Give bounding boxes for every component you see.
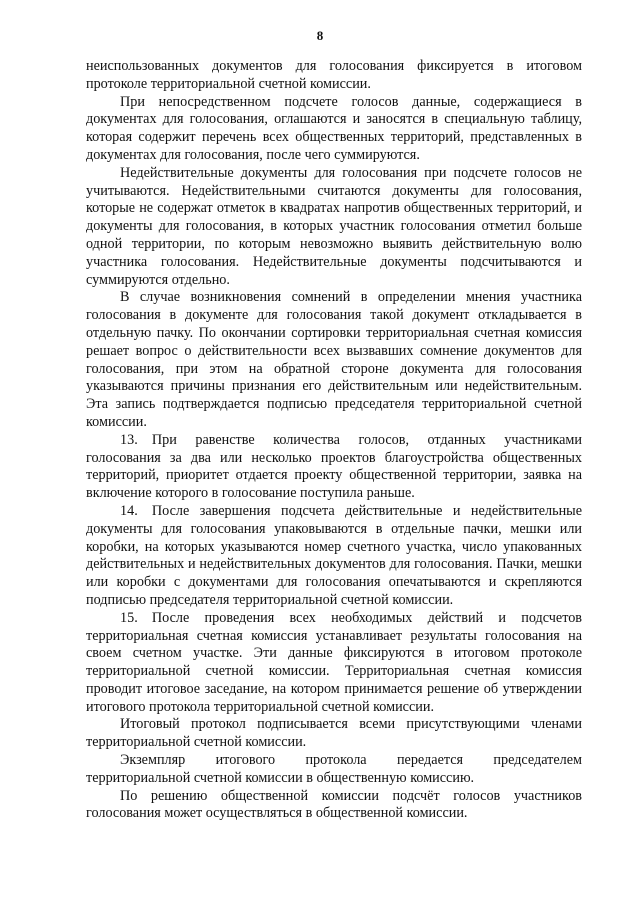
page-number: 8 bbox=[316, 28, 324, 43]
paragraph: По решению общественной комиссии подсчёт голосов участников голосования может осуществляться в общественной комиссии. bbox=[86, 787, 582, 822]
paragraph: Недействительные документы для голосования при подсчете голосов не учитываются. Недействительными считаются документы для голосования, которые не содержат отметок в квадратах напротив общественных территорий, и документы для голосования, в которых участник голосования отметил больше одной территории, по которым невозможно выявить действительную волю участника голосования. Недействительные документы подсчитываются и суммируются отдельно. bbox=[86, 164, 582, 288]
numbered-paragraph: 14. После завершения подсчета действительные и недействительные документы для голосования упаковываются в отдельные пачки, мешки или коробки, на которых указываются номер счетного участка, число упакованных действительных и недействительных документов для голосования. Пачки, мешки или коробки с документами для голосования опечатываются и скрепляются подписью председателя территориальной счетной комиссии. bbox=[86, 502, 582, 608]
paragraph: При непосредственном подсчете голосов данные, содержащиеся в документах для голосования, оглашаются и заносятся в специальную таблицу, которая содержит перечень всех общественных территорий, представленных в документах для голосования, после чего суммируются. bbox=[86, 93, 582, 163]
document-body bbox=[86, 58, 582, 823]
paragraph: Экземпляр итогового протокола передается председателем территориальной счетной комиссии в общественную комиссию. bbox=[86, 752, 582, 786]
numbered-paragraph: 13. При равенстве количества голосов, отданных участниками голосования за два или несколько проектов благоустройства общественных территорий, приоритет отдается проекту общественной территории, заявка на включение которого в голосование поступила раньше. bbox=[86, 431, 582, 502]
paragraph: неиспользованных документов для голосования фиксируется в итоговом протоколе территориальной счетной комиссии. bbox=[86, 58, 582, 92]
paragraph: В случае возникновения сомнений в определении мнения участника голосования в документе для голосования такой документ откладывается в отдельную пачку. По окончании сортировки территориальная счетная комиссия решает вопрос о действительности всех вызвавших сомнение документов для голосования, при этом на обратной стороне документа для голосования указываются причины признания его действительным или недействительным. Эта запись подтверждается подписью председателя территориальной счетной комиссии. bbox=[86, 289, 582, 430]
numbered-paragraph: 15. После проведения всех необходимых действий и подсчетов территориальная счетная комиссия устанавливает результаты голосования на своем счетном участке. Эти данные фиксируются в итоговом протоколе территориальной счетной комиссии. Территориальная счетная комиссия проводит итоговое заседание, на котором принимается решение об утверждении итогового протокола территориальной счетной комиссии. bbox=[86, 609, 582, 715]
paragraph: Итоговый протокол подписывается всеми присутствующими членами территориальной счетной комиссии. bbox=[86, 716, 582, 751]
